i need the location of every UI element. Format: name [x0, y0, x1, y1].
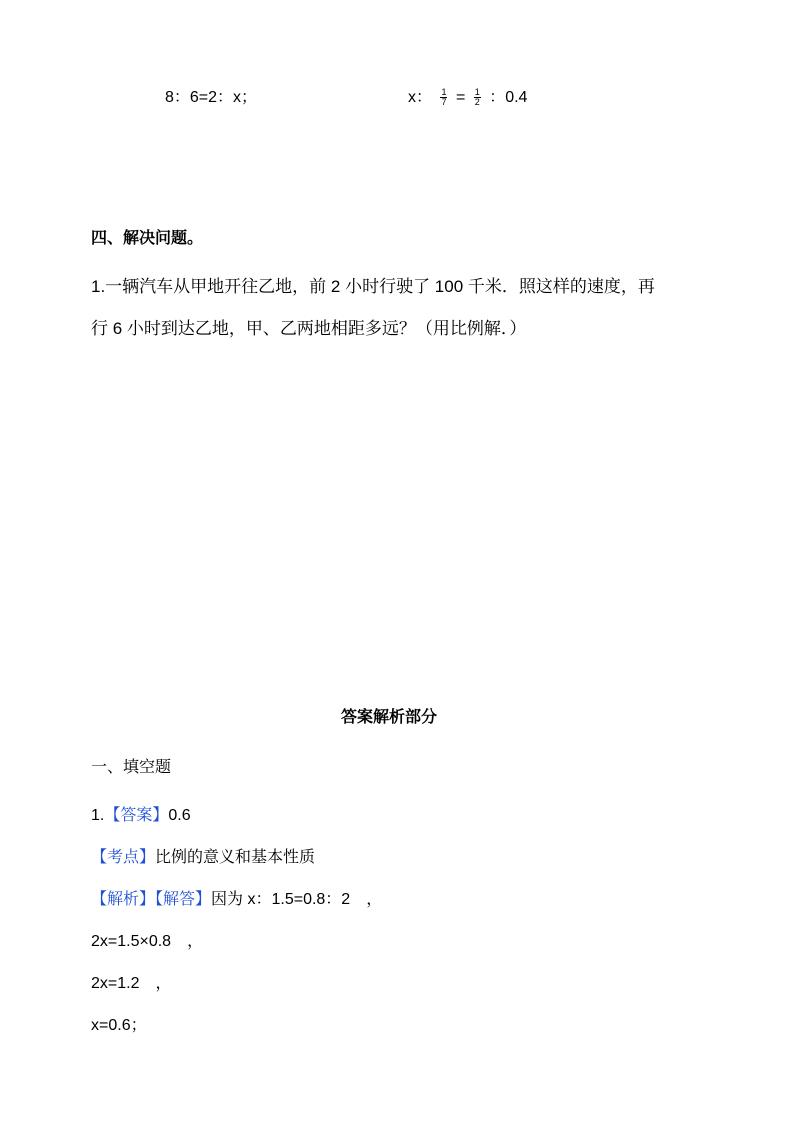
fraction-numerator: 1	[474, 87, 480, 98]
answer-value: 0.6	[168, 807, 191, 824]
fraction-one-seventh	[440, 88, 447, 107]
solution-step-3: x=0.6；	[91, 1017, 147, 1034]
problem-1-line-2: 行 6 小时到达乙地，甲、乙两地相距多远？（用比例解．）	[91, 319, 527, 338]
equation-2-suffix: ：0.4	[489, 89, 528, 106]
solution-tag: 【解答】	[155, 891, 212, 908]
answer-item-1	[91, 806, 191, 826]
equation-2-prefix: x：	[408, 89, 433, 106]
fraction-numerator: 1	[441, 87, 447, 98]
solution-text: 因为 x：1.5=0.8：2 ，	[211, 891, 383, 908]
equation-2	[408, 88, 527, 108]
knowledge-point-tag: 【考点】	[91, 849, 156, 866]
fraction-denominator: 7	[441, 97, 447, 108]
fraction-denominator: 2	[474, 97, 480, 108]
knowledge-point-text: 比例的意义和基本性质	[155, 849, 316, 866]
knowledge-point-line	[91, 848, 315, 868]
solution-step-2: 2x=1.2 ，	[91, 975, 172, 992]
section-4-heading: 四、解决问题。	[91, 228, 204, 247]
answer-tag: 【答案】	[104, 807, 169, 824]
analysis-line	[91, 890, 382, 910]
equation-1: 8：6=2：x；	[165, 89, 258, 106]
fraction-one-half	[474, 88, 481, 107]
solution-step-1: 2x=1.5×0.8 ，	[91, 933, 204, 950]
problem-1-line-1: 1.一辆汽车从甲地开往乙地，前 2 小时行驶了 100 千米．照这样的速度，再	[91, 277, 655, 296]
analysis-tag: 【解析】	[91, 891, 156, 908]
answers-title: 答案解析部分	[341, 707, 438, 726]
answers-section-1-heading: 一、填空题	[91, 759, 172, 776]
equals-sign: =	[455, 89, 466, 106]
item-number: 1.	[91, 807, 105, 824]
